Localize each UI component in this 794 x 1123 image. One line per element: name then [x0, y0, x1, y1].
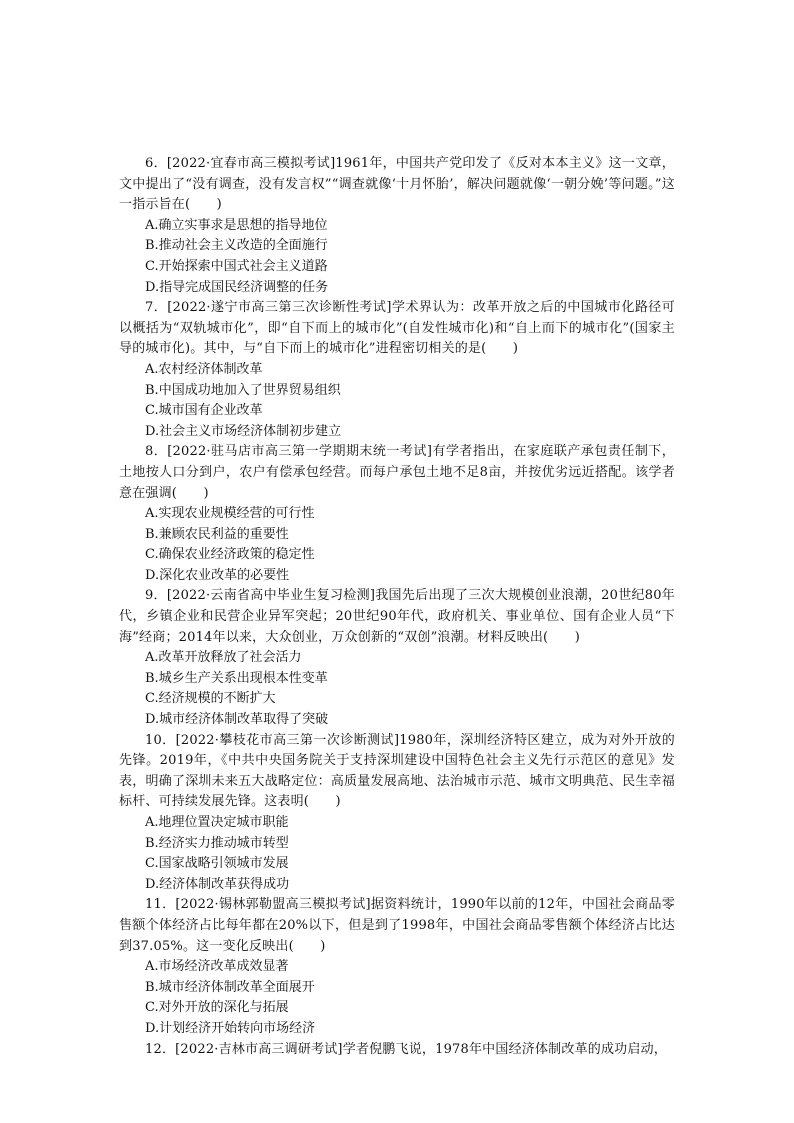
question-stem: 12．[2022·吉林市高三调研考试]学者倪鹏飞说，1978年中国经济体制改革的成功启动，: [145, 1041, 667, 1057]
question-stem: 7．[2022·遂宁市高三第三次诊断性考试]学术界认为：改革开放之后的中国城市化路径可以概括为“双轨城市化”，即“自下而上的城市化”(自发性城市化)和“自上而下的城市化”(国家主导的城市化)。其中，与“自下而上的城市化”进程密切相关的是( ): [119, 300, 675, 357]
question-10: [119, 731, 675, 896]
option-a: A.地理位置决定城市职能: [145, 815, 289, 830]
option-d: D.深化农业改革的必要性: [145, 567, 290, 583]
question-7: [119, 298, 675, 442]
question-stem: 6．[2022·宜春市高三模拟考试]1961年，中国共产党印发了《反对本本主义》这一文章，文中提出了“没有调查，没有发言权”“调查就像‘十月怀胎’，解决问题就像‘一朝分娩’等问题。”这一指示旨在( ): [119, 156, 675, 213]
question-stem: 9．[2022·云南省高中毕业生复习检测]我国先后出现了三次大规模创业浪潮，20世纪80年代，乡镇企业和民营企业异军突起；20世纪90年代，政府机关、事业单位、国有企业人员“下海”经商；2014年以来，大众创业，万众创新的“双创”浪潮。材料反映出( ): [119, 588, 675, 645]
option-a: A.改革开放释放了社会活力: [145, 650, 302, 666]
question-6: [119, 154, 675, 298]
question-stem: 11．[2022·锡林郭勒盟高三模拟考试]据资料统计，1990年以前的12年，中国社会商品零售额个体经济占比每年都在20%以下，但是到了1998年，中国社会商品零售额个体经济占比达到37.05%。这一变化反映出( ): [119, 897, 675, 954]
option-b: B.城乡生产关系出现根本性变革: [145, 670, 328, 686]
question-8: [119, 442, 675, 586]
option-a: A.市场经济改革成效显著: [145, 959, 289, 975]
question-12: [119, 1040, 675, 1061]
option-d: D.经济体制改革获得成功: [145, 876, 290, 892]
option-c: C.国家战略引领城市发展: [145, 856, 289, 872]
option-b: B.经济实力推动城市转型: [145, 835, 289, 851]
question-9: [119, 586, 675, 730]
question-stem: 10．[2022·攀枝花市高三第一次诊断测试]1980年，深圳经济特区建立，成为对外开放的先锋。2019年，《中共中央国务院关于支持深圳建设中国特色社会主义先行示范区的意见》发表，明确了深圳未来五大战略定位：高质量发展高地、法治城市示范、城市文明典范、民生幸福标杆、可持续发展先锋。这表明( ): [119, 732, 675, 810]
option-c: C.确保农业经济政策的稳定性: [145, 547, 315, 563]
option-b: B.兼顾农民利益的重要性: [145, 526, 289, 542]
option-d: D.城市经济体制改革取得了突破: [145, 712, 329, 728]
option-d: D.社会主义市场经济体制初步建立: [145, 423, 342, 439]
question-list: [119, 154, 675, 1060]
option-b: B.中国成功地加入了世界贸易组织: [145, 382, 341, 398]
option-c: C.对外开放的深化与拓展: [145, 1000, 289, 1016]
question-11: [119, 895, 675, 1039]
option-d: D.计划经济开始转向市场经济: [145, 1020, 316, 1036]
option-c: C.城市国有企业改革: [145, 403, 263, 419]
option-c: C.经济规模的不断扩大: [145, 691, 276, 707]
option-b: B.城市经济体制改革全面展开: [145, 979, 315, 995]
option-a: A.确立实事求是思想的指导地位: [145, 217, 328, 233]
option-b: B.推动社会主义改造的全面施行: [145, 238, 328, 254]
question-stem: 8．[2022·驻马店市高三第一学期期末统一考试]有学者指出，在家庭联产承包责任制下，土地按人口分到户，农户有偿承包经营。而每户承包土地不足8亩，并按优劣远近搭配。该学者意在强调( ): [119, 444, 675, 501]
option-a: A.农村经济体制改革: [145, 361, 263, 377]
option-a: A.实现农业规模经营的可行性: [145, 506, 315, 522]
option-d: D.指导完成国民经济调整的任务: [145, 279, 329, 295]
option-c: C.开始探索中国式社会主义道路: [145, 258, 328, 274]
